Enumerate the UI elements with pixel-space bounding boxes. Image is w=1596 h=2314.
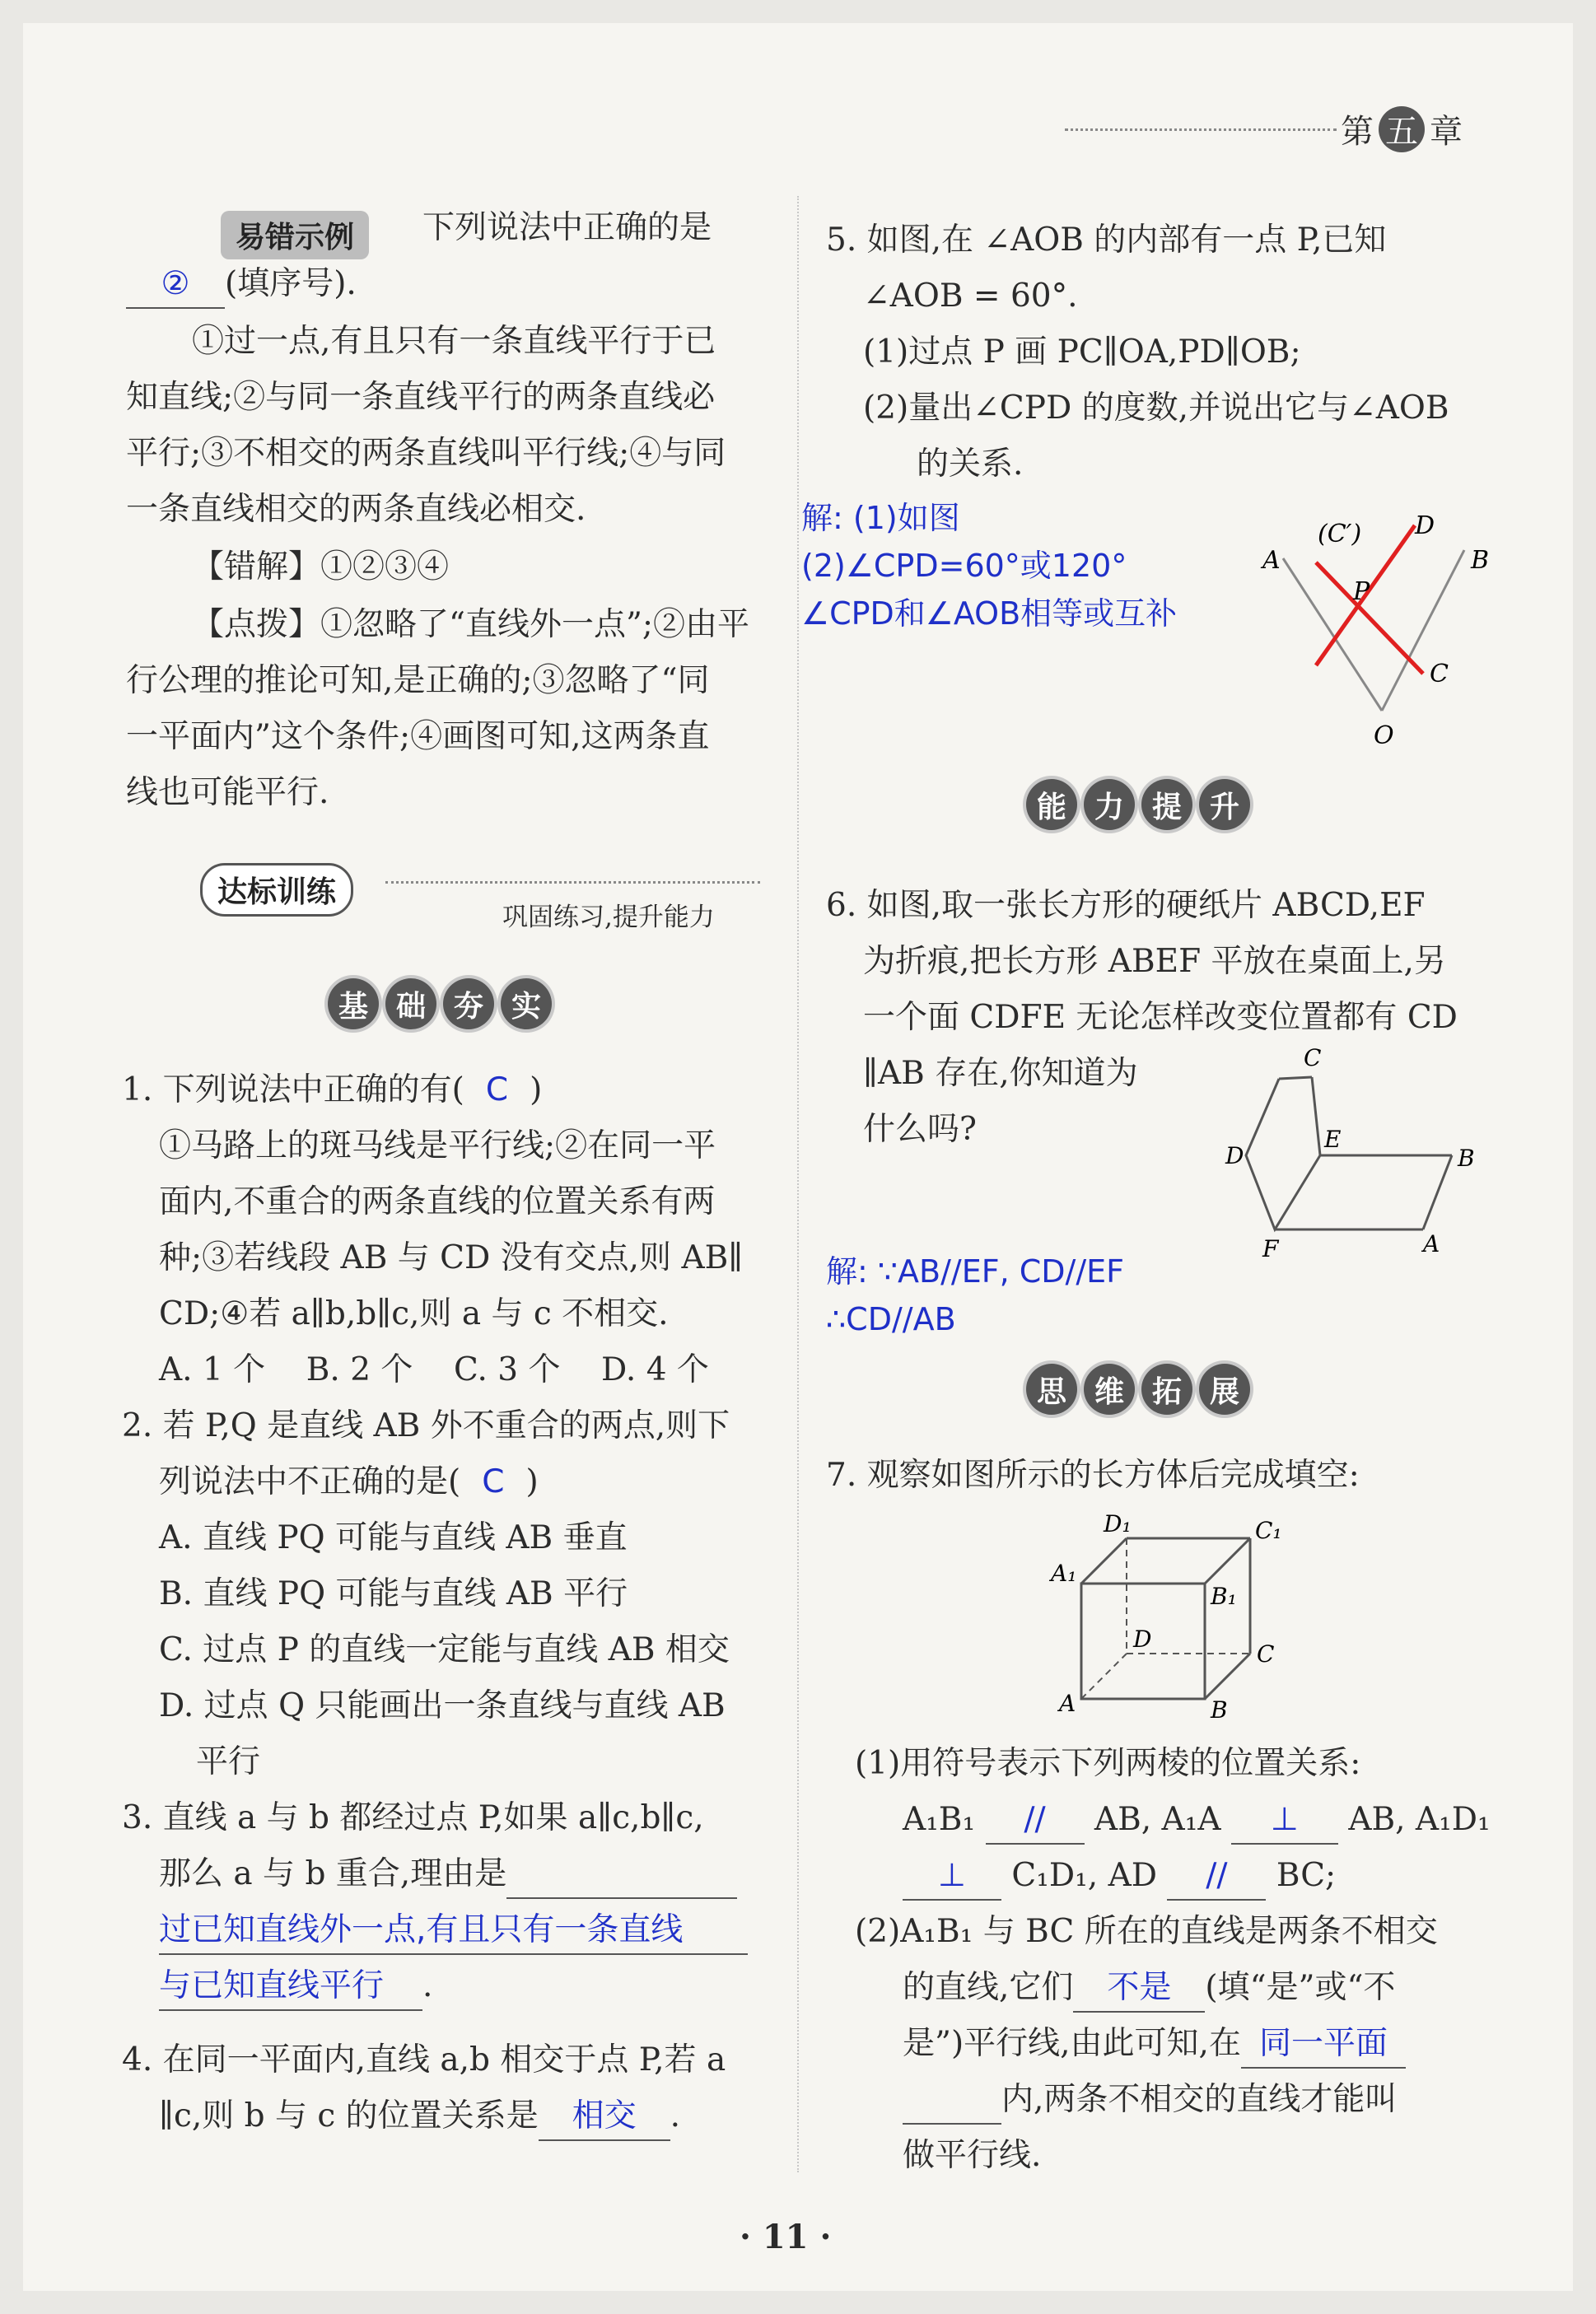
- yicuo-answer-line: [126, 256, 357, 312]
- fig7-label-b: B: [1211, 1696, 1228, 1719]
- dianbo-3: 一平面内”这个条件;④画图可知,这两条直: [126, 718, 710, 755]
- q5-angle-figure: [1250, 509, 1497, 756]
- chapter-pre: 第: [1341, 113, 1374, 151]
- q7-r1b-answer: ⊥: [1231, 1797, 1338, 1845]
- q2-answer: C: [482, 1463, 505, 1500]
- q3-answer-2: 与已知直线平行: [159, 1963, 422, 2011]
- q2-option-c: C. 过点 P 的直线一定能与直线 AB 相交: [159, 1631, 730, 1668]
- q7-part-1: (1)用符号表示下列两棱的位置关系:: [855, 1745, 1361, 1782]
- fig5-label-p: P: [1353, 577, 1370, 606]
- q2-close: ): [525, 1463, 539, 1500]
- q6-folded-paper-figure: [1217, 1036, 1489, 1258]
- q7-part-2a: (2)A₁B₁ 与 BC 所在的直线是两条不相交: [855, 1913, 1438, 1950]
- q1-line-1: ①马路上的斑马线是平行线;②在同一平: [159, 1127, 716, 1164]
- q3-stem-1: 3. 直线 a 与 b 都经过点 P,如果 a∥c,b∥c,: [122, 1799, 704, 1836]
- q7-r1a-answer: //: [986, 1797, 1085, 1845]
- fig7-label-c1: C₁: [1255, 1517, 1282, 1544]
- cuojie: 【错解】①②③④: [192, 548, 450, 585]
- yicuo-body-3: 平行;③不相交的两条直线叫平行线;④与同: [126, 435, 726, 472]
- yicuo-tail: (填序号).: [225, 265, 357, 302]
- q2-option-a: A. 直线 PQ 可能与直线 AB 垂直: [159, 1519, 628, 1556]
- nengli-char-1: 能: [1026, 779, 1077, 830]
- fig5-label-o: O: [1374, 721, 1394, 750]
- dabiao-rule: [385, 881, 760, 884]
- fig7-label-d: D: [1133, 1626, 1152, 1653]
- fig6-label-e: E: [1324, 1126, 1342, 1153]
- dianbo-4: 线也可能平行.: [126, 774, 329, 811]
- siwei-char-2: 维: [1084, 1364, 1135, 1415]
- fig6-label-f: F: [1262, 1235, 1279, 1258]
- q7-p2c: 是”)平行线,由此可知,在: [903, 2025, 1241, 2062]
- q2-option-d-1: D. 过点 Q 只能画出一条直线与直线 AB: [159, 1687, 726, 1724]
- q2-stem-1: 2. 若 P,Q 是直线 AB 外不重合的两点,则下: [122, 1407, 730, 1444]
- q7-part-2c-line: [903, 2016, 1406, 2072]
- section-jichu: [328, 978, 552, 1029]
- q2-stem-2: 列说法中不正确的是(: [159, 1463, 461, 1500]
- q7-p2b-tail: (填“是”或“不: [1205, 1969, 1396, 2006]
- fig6-label-d: D: [1225, 1142, 1244, 1169]
- siwei-char-3: 拓: [1141, 1364, 1192, 1415]
- q1-options: A. 1 个 B. 2 个 C. 3 个 D. 4 个: [159, 1351, 709, 1388]
- yicuo-body-1: ①过一点,有且只有一条直线平行于已: [192, 323, 716, 360]
- fig7-label-c: C: [1257, 1640, 1275, 1668]
- yicuo-answer: ②: [126, 261, 225, 309]
- fig6-label-c: C: [1304, 1044, 1322, 1071]
- q6-line-2: 为折痕,把长方形 ABEF 平放在桌面上,另: [863, 943, 1446, 980]
- q7-row-1: [903, 1792, 1491, 1848]
- q7-p2d-lead-blank: [903, 2077, 1001, 2125]
- q5-part-2a: (2)量出∠CPD 的度数,并说出它与∠AOB: [863, 390, 1449, 427]
- q1-stem-line: [122, 1062, 542, 1118]
- q6-line-1: 6. 如图,取一张长方形的硬纸片 ABCD,EF: [826, 887, 1426, 924]
- q7-r2a: C₁D₁, AD: [1011, 1857, 1158, 1894]
- section-nengli: [1026, 779, 1250, 830]
- q5-stem-1: 5. 如图,在 ∠AOB 的内部有一点 P,已知: [826, 222, 1387, 259]
- fig5-label-c: C: [1430, 660, 1449, 688]
- q7-r2b: BC;: [1276, 1857, 1337, 1894]
- chapter-post: 章: [1430, 113, 1463, 151]
- q3-answer-line-1: [159, 1902, 748, 1958]
- fig7-label-b1: B₁: [1211, 1583, 1237, 1610]
- workbook-page: [23, 23, 1573, 2291]
- q2-option-b: B. 直线 PQ 可能与直线 AB 平行: [159, 1575, 628, 1612]
- dianbo-2: 行公理的推论可知,是正确的;③忽略了“同: [126, 662, 710, 699]
- fig6-label-b: B: [1458, 1145, 1475, 1172]
- jichu-char-4: 实: [501, 978, 552, 1029]
- q3-stem-2: 那么 a 与 b 重合,理由是: [159, 1855, 507, 1892]
- fig5-label-d: D: [1415, 511, 1435, 540]
- q4-stem-1: 4. 在同一平面内,直线 a,b 相交于点 P,若 a: [122, 2041, 726, 2078]
- q1-close: ): [530, 1071, 543, 1108]
- q7-p2b-answer: 不是: [1073, 1965, 1205, 2013]
- q3-answer-1: 过已知直线外一点,有且只有一条直线: [159, 1907, 748, 1955]
- q1-line-3: 种;③若线段 AB 与 CD 没有交点,则 AB∥: [159, 1239, 744, 1276]
- q6-solution-1: 解: ∵AB//EF, CD//EF: [826, 1253, 1125, 1290]
- q7-cuboid-figure: [1028, 1505, 1308, 1719]
- q7-p2d: 内,两条不相交的直线才能叫: [1001, 2081, 1398, 2118]
- q1-line-2: 面内,不重合的两条直线的位置关系有两: [159, 1183, 716, 1220]
- q7-part-2b-line: [903, 1960, 1395, 2016]
- q7-r2a-answer: ⊥: [903, 1853, 1001, 1901]
- siwei-char-1: 思: [1026, 1364, 1077, 1415]
- fig7-label-d1: D₁: [1104, 1510, 1132, 1537]
- dabiao-sub: 巩固练习,提升能力: [502, 903, 715, 932]
- q4-end: .: [670, 2097, 681, 2134]
- q7-r2b-answer: //: [1167, 1853, 1266, 1901]
- q4-answer: 相交: [539, 2093, 670, 2141]
- fig7-label-a: A: [1059, 1690, 1076, 1717]
- fig5-label-a: A: [1262, 546, 1281, 575]
- section-siwei: [1026, 1364, 1250, 1415]
- q7-part-2e: 做平行线.: [903, 2137, 1042, 2174]
- q1-answer: C: [485, 1071, 509, 1108]
- q5-solution-1: 解: (1)如图: [801, 500, 960, 536]
- dianbo-1: 【点拨】①忽略了“直线外一点”;②由平: [192, 606, 750, 643]
- q7-stem: 7. 观察如图所示的长方体后完成填空:: [826, 1457, 1360, 1494]
- q1-line-4: CD;④若 a∥b,b∥c,则 a 与 c 不相交.: [159, 1295, 669, 1332]
- chapter-header: [1341, 105, 1463, 152]
- q7-p2c-answer: 同一平面: [1241, 2021, 1406, 2069]
- q5-part-2b: 的关系.: [917, 446, 1024, 483]
- q7-r1b: AB, A₁A: [1094, 1801, 1221, 1838]
- yicuo-body-2: 知直线;②与同一条直线平行的两条直线必: [126, 379, 716, 416]
- q3-stem-line-2: [159, 1846, 737, 1902]
- q7-r1a: A₁B₁: [903, 1801, 976, 1838]
- q7-p2b: 的直线,它们: [903, 1969, 1074, 2006]
- q5-stem-2: ∠AOB = 60°.: [863, 278, 1078, 315]
- column-divider: [797, 196, 799, 2172]
- chapter-num: 五: [1379, 106, 1425, 152]
- dabiao-title: 达标训练: [200, 863, 353, 917]
- q3-answer-line-2: [159, 1958, 432, 2014]
- q2-stem-line-2: [159, 1454, 539, 1510]
- q1-stem: 1. 下列说法中正确的有(: [122, 1071, 464, 1108]
- q7-row-2: [903, 1848, 1336, 1904]
- yicuo-body-4: 一条直线相交的两条直线必相交.: [126, 491, 586, 528]
- fig5-label-cprime: (C′): [1318, 520, 1362, 548]
- nengli-char-2: 力: [1084, 779, 1135, 830]
- q2-option-d-2: 平行: [196, 1743, 261, 1780]
- jichu-char-1: 基: [328, 978, 379, 1029]
- siwei-char-4: 展: [1199, 1364, 1250, 1415]
- q6-line-3: 一个面 CDFE 无论怎样改变位置都有 CD: [863, 999, 1458, 1036]
- q7-r1c: AB, A₁D₁: [1348, 1801, 1491, 1838]
- jichu-char-2: 础: [385, 978, 436, 1029]
- fig5-label-b: B: [1471, 546, 1490, 575]
- yicuo-stem: 下列说法中正确的是: [422, 209, 712, 246]
- nengli-char-3: 提: [1141, 779, 1192, 830]
- nengli-char-4: 升: [1199, 779, 1250, 830]
- q3-blank-tail: [506, 1851, 737, 1899]
- q5-part-1: (1)过点 P 画 PC∥OA,PD∥OB;: [863, 334, 1301, 371]
- q6-line-4: ∥AB 存在,你知道为: [863, 1055, 1138, 1092]
- q4-stem-2: ∥c,则 b 与 c 的位置关系是: [159, 2097, 539, 2134]
- q5-solution-3: ∠CPD和∠AOB相等或互补: [801, 595, 1178, 632]
- q3-end: .: [422, 1967, 433, 2004]
- fig7-label-a1: A₁: [1051, 1560, 1077, 1587]
- q4-stem-line-2: [159, 2088, 680, 2144]
- header-rule: [1065, 128, 1337, 131]
- fig6-label-a: A: [1423, 1230, 1440, 1257]
- q5-solution-2: (2)∠CPD=60°或120°: [801, 548, 1127, 584]
- q6-line-5: 什么吗?: [863, 1111, 977, 1148]
- q6-solution-2: ∴CD//AB: [826, 1301, 956, 1337]
- yicuo-tag: 易错示例: [221, 211, 369, 259]
- page-number: · 11 ·: [740, 2218, 832, 2256]
- jichu-char-3: 夯: [443, 978, 494, 1029]
- q7-part-2d-line: [903, 2072, 1397, 2128]
